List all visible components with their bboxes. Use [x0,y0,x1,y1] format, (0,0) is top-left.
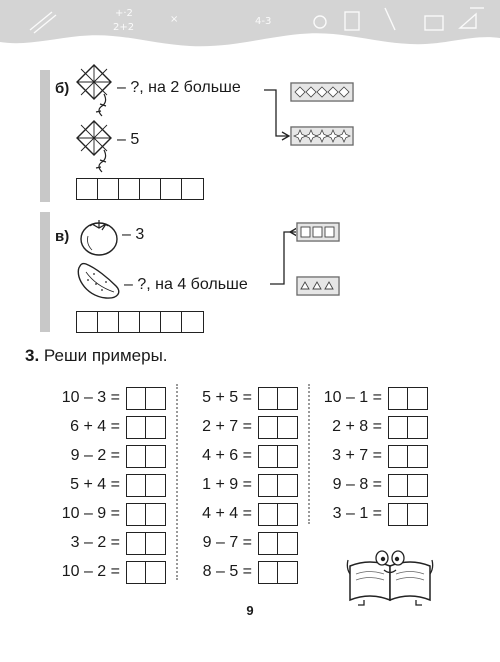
equation-text: 9 – 8 = [332,476,382,493]
equation-row [184,386,298,410]
equation-row [184,473,298,497]
answer-box[interactable] [258,532,298,555]
equation-text: 9 – 7 = [202,534,252,551]
answer-box[interactable] [258,416,298,439]
answer-box[interactable] [126,561,166,584]
oval-scheme-bottom [296,276,340,296]
equation-row [24,415,166,439]
answer-box[interactable] [258,474,298,497]
section-v-line2: – ?, на 4 больше [124,276,248,293]
equation-row [24,473,166,497]
connector-bracket [268,226,298,288]
answer-box[interactable] [258,387,298,410]
equation-row [314,502,428,526]
equation-row [184,415,298,439]
equation-text: 4 + 4 = [202,505,252,522]
equation-text: 10 – 2 = [61,563,120,580]
equation-row [24,386,166,410]
section-v-panel [40,212,50,332]
square-scheme-top [296,222,340,242]
connector-bracket [262,82,292,144]
equation-text: 1 + 9 = [202,476,252,493]
kite-icon [76,64,118,120]
answer-box[interactable] [126,503,166,526]
school-doodles-icon [0,0,500,62]
answer-box[interactable] [258,503,298,526]
svg-text:×: × [170,14,179,25]
section-b-line2: – 5 [117,131,140,148]
section-b-line1: – ?, на 2 больше [117,79,241,96]
equation-row [314,386,428,410]
section-b-label: б) [55,80,70,97]
equation-row [314,444,428,468]
equation-text: 10 – 1 = [323,389,382,406]
tomato-icon [78,214,120,258]
equation-text: 3 + 7 = [332,447,382,464]
answer-box[interactable] [126,474,166,497]
equation-row [314,415,428,439]
equation-text: 10 – 3 = [61,389,120,406]
answer-box[interactable] [388,387,428,410]
cross-scheme-bottom [290,126,354,146]
answer-box[interactable] [388,416,428,439]
task-3-title [25,346,168,366]
equation-row [184,444,298,468]
answer-grid-b[interactable] [76,178,204,200]
equation-text: 5 + 4 = [70,476,120,493]
equation-row [184,531,298,555]
column-divider [308,384,310,524]
diamond-scheme-top [290,82,354,102]
equation-text: 2 + 7 = [202,418,252,435]
equation-text: 9 – 2 = [70,447,120,464]
equation-row [24,502,166,526]
svg-text:+·2: +·2 [115,8,133,19]
answer-box[interactable] [388,445,428,468]
answer-box[interactable] [388,503,428,526]
svg-text:4-3: 4-3 [255,16,272,27]
cucumber-icon [72,258,124,302]
answer-box[interactable] [258,445,298,468]
equation-text: 8 – 5 = [202,563,252,580]
answer-box[interactable] [126,387,166,410]
section-v-label: в) [55,228,70,245]
equation-text: 10 – 9 = [61,505,120,522]
equation-row [24,531,166,555]
answer-box[interactable] [388,474,428,497]
kite-icon [76,120,118,176]
answer-box[interactable] [126,532,166,555]
page-number: 9 [246,603,254,618]
section-v-line1: – 3 [122,226,145,243]
column-divider [176,384,178,580]
equation-row [184,502,298,526]
equation-text: 6 + 4 = [70,418,120,435]
task-number: 3. [25,346,40,365]
equation-text: 5 + 5 = [202,389,252,406]
equation-text: 2 + 8 = [332,418,382,435]
equation-row [24,560,166,584]
answer-box[interactable] [126,416,166,439]
section-b-panel [40,70,50,202]
equation-row [184,560,298,584]
answer-box[interactable] [126,445,166,468]
answer-box[interactable] [258,561,298,584]
equation-text: 3 – 1 = [332,505,382,522]
equation-text: 3 – 2 = [70,534,120,551]
equation-row [314,473,428,497]
equation-text: 4 + 6 = [202,447,252,464]
svg-text:2+2: 2+2 [113,22,135,33]
answer-grid-v[interactable] [76,311,204,333]
header-doodle-band [0,0,500,62]
book-character-icon [346,544,436,606]
equation-row [24,444,166,468]
task-instruction: Реши примеры. [43,346,168,365]
